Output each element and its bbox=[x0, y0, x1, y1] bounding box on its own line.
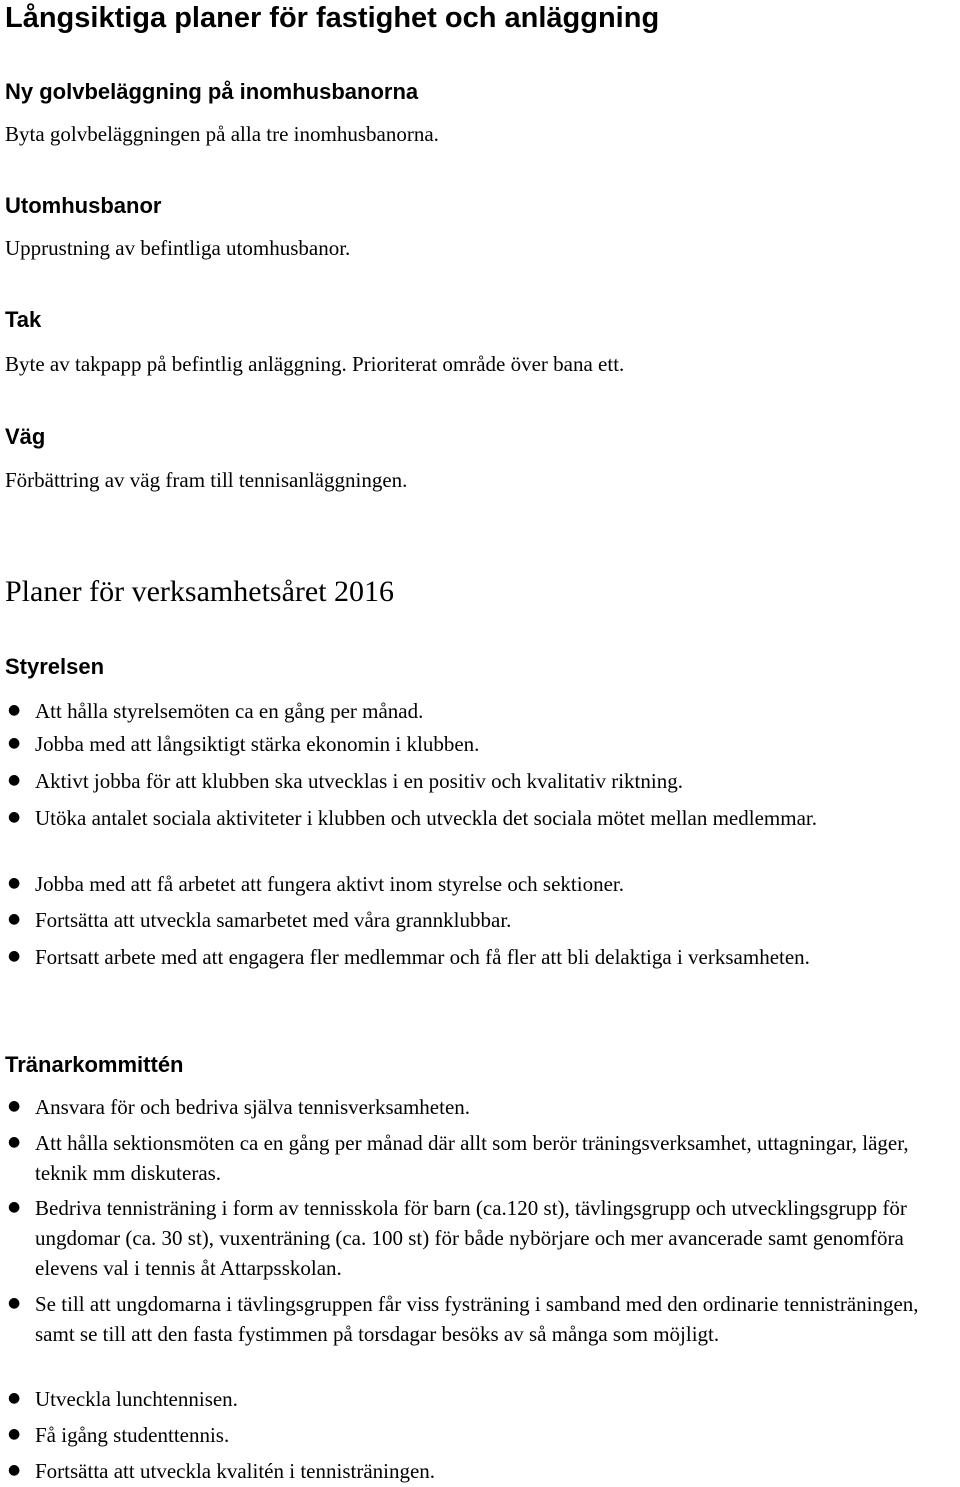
bullet-icon: ● bbox=[8, 1134, 21, 1150]
section-heading-vag: Väg bbox=[5, 424, 46, 449]
section-heading-tak: Tak bbox=[5, 307, 42, 332]
section-text-golv: Byta golvbeläggningen på alla tre inomhusbanorna. bbox=[5, 122, 439, 146]
bullet-icon: ● bbox=[8, 735, 21, 751]
section-heading-golv: Ny golvbeläggning på inomhusbanorna bbox=[5, 79, 419, 104]
section-heading-utomhusbanor: Utomhusbanor bbox=[5, 193, 162, 218]
bullet-icon: ● bbox=[8, 875, 21, 891]
bullet-icon: ● bbox=[8, 702, 21, 718]
bullet-icon: ● bbox=[8, 1295, 21, 1311]
bullet-icon: ● bbox=[8, 1390, 21, 1406]
section-text-utomhusbanor: Upprustning av befintliga utomhusbanor. bbox=[5, 236, 351, 260]
bullet-icon: ● bbox=[8, 1199, 21, 1215]
plans-title: Planer för verksamhetsåret 2016 bbox=[5, 575, 395, 608]
section-text-tak: Byte av takpapp på befintlig anläggning. Prioriterat område över bana ett. bbox=[5, 352, 625, 376]
bullet-icon: ● bbox=[8, 948, 21, 964]
bullet-icon: ● bbox=[8, 911, 21, 927]
bullet-icon: ● bbox=[8, 1098, 21, 1114]
document-page: Långsiktiga planer för fastighet och anläggning Ny golvbeläggning på inomhusbanorna Byta golvbeläggningen på alla tre inomhusbanorna. Utomhusbanor Upprustning av befintliga utomhusbanor. Tak Byte av takpapp på befintlig anläggning. Prioriterat område över bana ett. Väg Förbättring av väg fram till tennisanläggningen. Planer för verksamhetsåret 2016 Styrelsen ● Att hålla styrelsemöten ca en gång per månad. ● Jobba med att långsiktigt stärka ekonomin i klubben. ● Aktivt jobba för att klubben ska utvecklas i en positiv och kvalitativ riktning. ● Utöka antalet sociala aktiviteter i klubben och utveckla det sociala mötet mellan medlemmar. ● Jobba med att få arbetet att fungera aktivt inom styrelse och sektioner. ● Fortsätta att utveckla samarbetet med våra grannklubbar. ● Fortsatt arbete med att engagera fler medlemmar och få fler att bli delaktiga i verksamheten. Tränarkommittén ● Ansvara för och bedriva själva tennisverksamheten. ● Att hålla sektionsmöten ca en gång per månad där allt som berör träningsverksamhet, uttagningar, läger, teknik mm diskuteras. ● Bedriva tennisträning i form av tennisskola för barn (ca.120 st), tävlingsgrupp och utvecklingsgrupp för ungdomar (ca. 30 st), vuxenträning (ca. 100 st) för både nybörjare och mer avancerade samt genomföra elevens val i tennis åt Attarpsskolan. ● Se till att ungdomarna i tävlingsgruppen får viss fysträning i samband med den ordinarie tennisträningen, samt se till att den fasta fystimmen på torsdagar besöks av så många som möjligt. ● Utveckla lunchtennisen. ● Få igång studenttennis. ● Fortsätta att utveckla kvalitén i tennisträningen. bbox=[5, 2, 919, 1483]
page-title: Långsiktiga planer för fastighet och anläggning bbox=[5, 2, 660, 34]
section-heading-styrelsen: Styrelsen bbox=[5, 654, 105, 679]
section-heading-tranarkommitten: Tränarkommittén bbox=[5, 1052, 184, 1077]
bullet-icon: ● bbox=[8, 1426, 21, 1442]
bullet-icon: ● bbox=[8, 1462, 21, 1478]
bullet-icon: ● bbox=[8, 809, 21, 825]
bullet-icon: ● bbox=[8, 772, 21, 788]
section-text-vag: Förbättring av väg fram till tennisanläggningen. bbox=[5, 468, 408, 492]
